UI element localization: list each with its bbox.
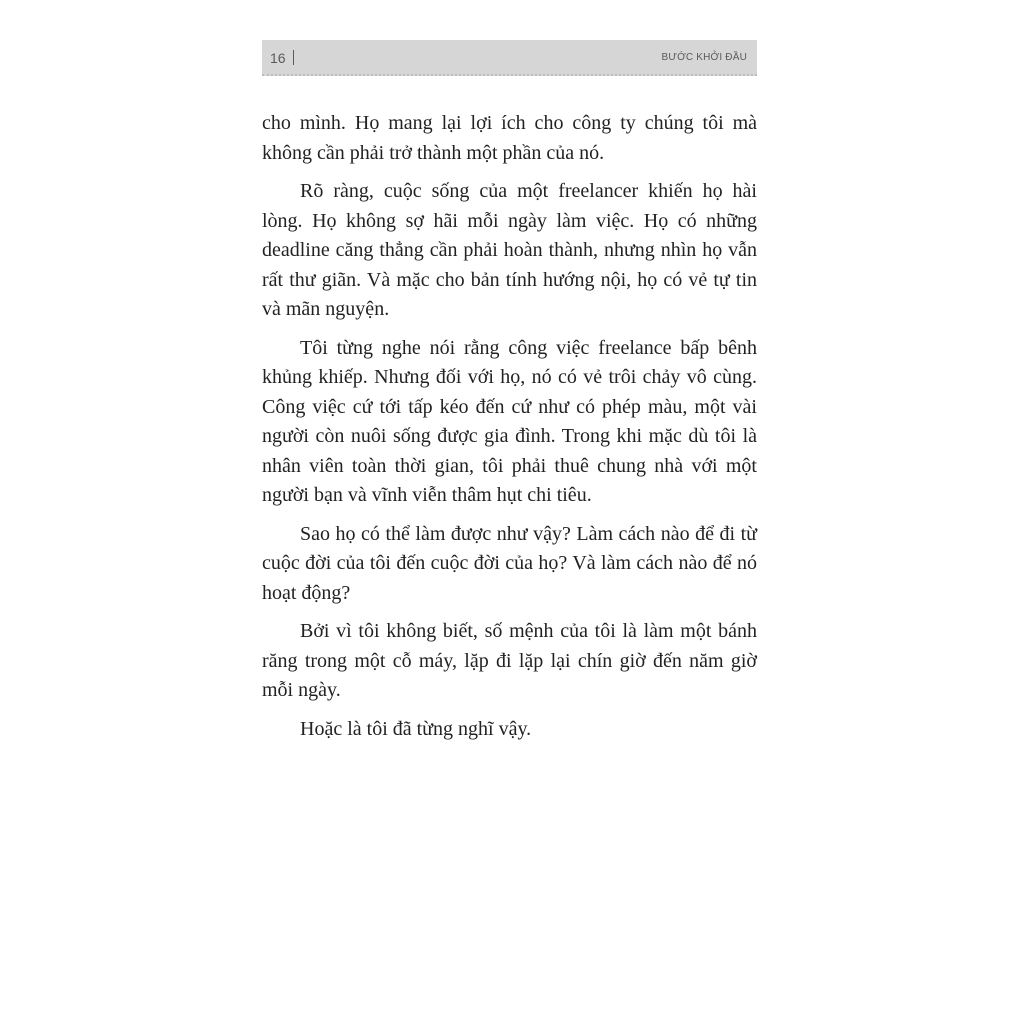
paragraph: cho mình. Họ mang lại lợi ích cho công ty chúng tôi mà không cần phải trở thành một phần của nó. xyxy=(262,112,757,164)
running-header xyxy=(262,40,757,76)
page-number: 16 xyxy=(270,50,286,66)
book-page xyxy=(262,40,757,1000)
chapter-title: BƯỚC KHỞI ĐẦU xyxy=(661,52,747,63)
header-divider xyxy=(293,50,294,65)
paragraph: Sao họ có thể làm được như vậy? Làm cách nào để đi từ cuộc đời của tôi đến cuộc đời của họ? Và làm cách nào để nó hoạt động? xyxy=(262,522,757,604)
paragraph: Tôi từng nghe nói rằng công việc freelance bấp bênh khủng khiếp. Nhưng đối với họ, nó có vẻ trôi chảy vô cùng. Công việc cứ tới tấp kéo đến cứ như có phép màu, một vài người còn nuôi sống được gia đình. Trong khi mặc dù tôi là nhân viên toàn thời gian, tôi phải thuê chung nhà với một người bạn và vĩnh viễn thâm hụt chi tiêu. xyxy=(262,336,757,506)
paragraph: Bởi vì tôi không biết, số mệnh của tôi là làm một bánh răng trong một cỗ máy, lặp đi lặp lại chín giờ đến năm giờ mỗi ngày. xyxy=(262,620,757,701)
paragraph: Rõ ràng, cuộc sống của một freelancer khiến họ hài lòng. Họ không sợ hãi mỗi ngày làm việc. Họ có những deadline căng thẳng cần phải hoàn thành, nhưng nhìn họ vẫn rất thư giãn. Và mặc cho bản tính hướng nội, họ có vẻ tự tin và mãn nguyện. xyxy=(262,180,757,320)
paragraph: Hoặc là tôi đã từng nghĩ vậy. xyxy=(300,717,532,740)
body-text xyxy=(262,109,757,753)
